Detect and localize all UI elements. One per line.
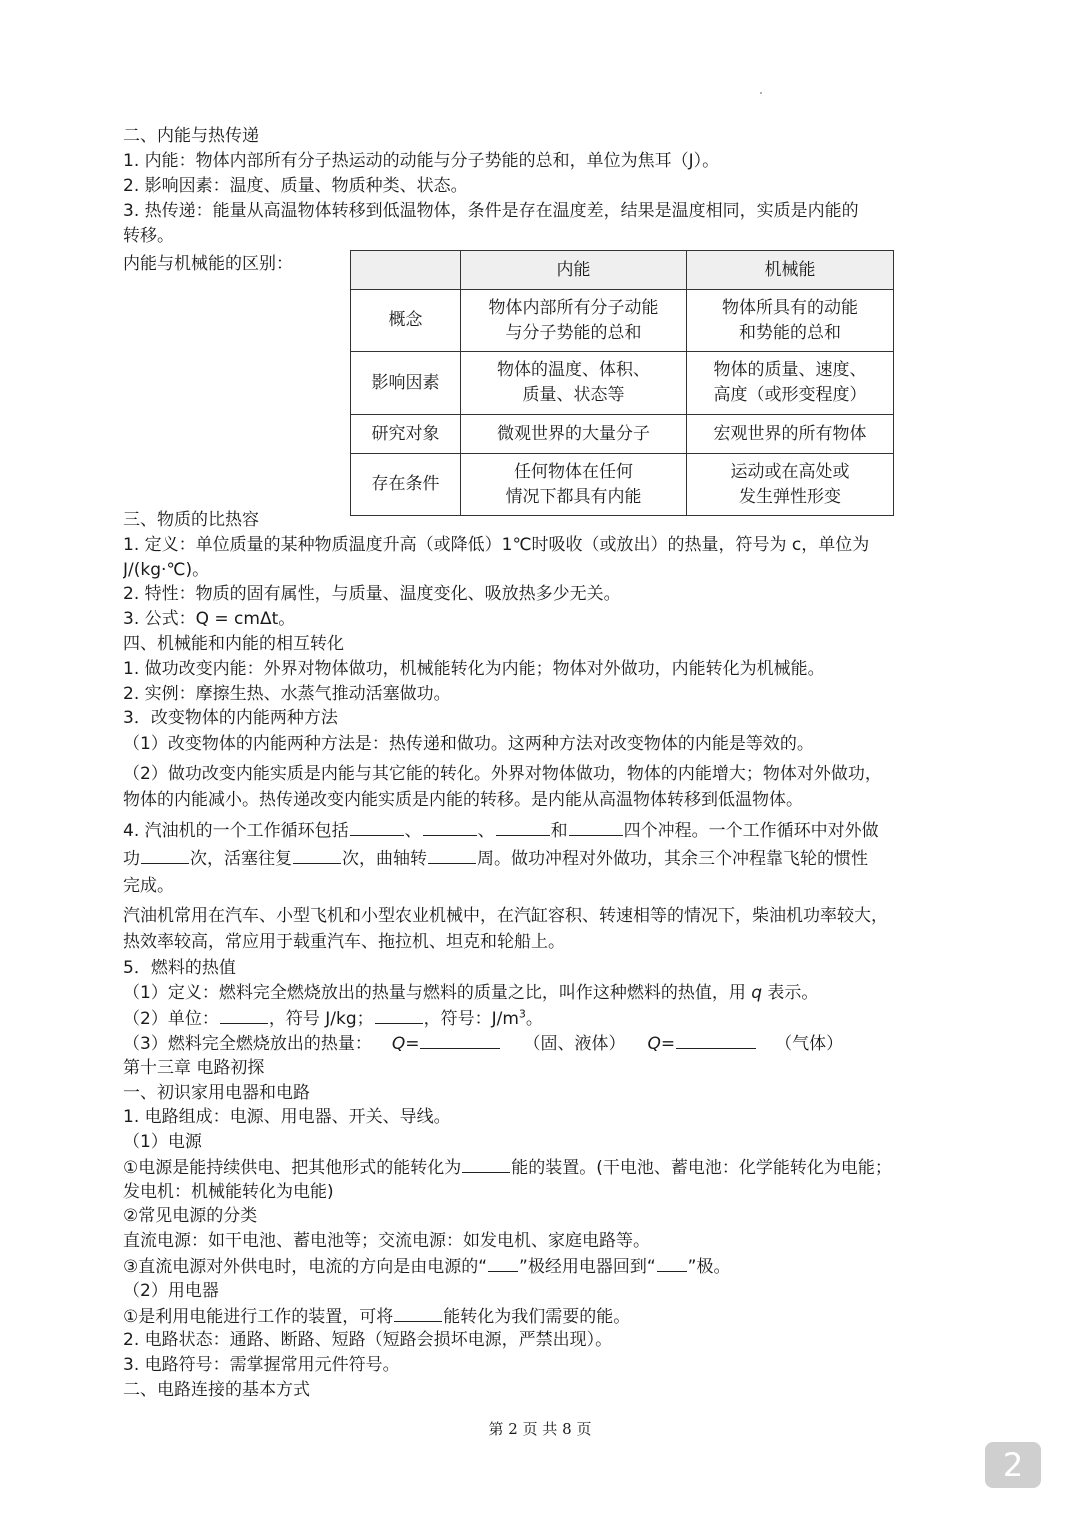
table-cell: 宏观世界的所有物体 [687, 415, 894, 454]
text-line: 直流电源：如干电池、蓄电池等；交流电源：如发电机、家庭电路等。 [123, 1231, 650, 1251]
fill-in-line: 功 次，活塞往复 次，曲轴转 周。做功冲程对外做功，其余三个冲程靠飞轮的惯性 [123, 846, 958, 871]
header-cell [351, 251, 461, 290]
text-line: 1. 内能：物体内部所有分子热运动的动能与分子势能的总和，单位为焦耳（J）。 [123, 151, 720, 171]
fill-in-line: （2）单位： ，符号 J/kg； ，符号：$J/m^3$。 [123, 1007, 543, 1029]
text-line: 2. 特性：物质的固有属性，与质量、温度变化、吸放热多少无关。 [123, 584, 621, 604]
answer-blank[interactable] [488, 1254, 518, 1272]
section-heading: 三、物质的比热容 [123, 510, 259, 530]
fill-in-line: ①是利用电能进行工作的装置，可将 能转化为我们需要的能。 [123, 1304, 958, 1329]
section-heading: 四、机械能和内能的相互转化 [123, 634, 344, 654]
section-heading: 二、内能与热传递 [123, 126, 259, 146]
text-line: 2. 实例：摩擦生热、水蒸气推动活塞做功。 [123, 684, 451, 704]
answer-blank[interactable] [375, 1006, 423, 1024]
text-line: 3．改变物体的内能两种方法 [123, 708, 338, 728]
text-line: 2. 电路状态：通路、断路、短路（短路会损坏电源，严禁出现）。 [123, 1330, 613, 1350]
row-label: 概念 [351, 290, 461, 352]
page-number-badge[interactable]: 2 [985, 1442, 1041, 1488]
table-row [351, 290, 894, 352]
answer-blank[interactable] [657, 1254, 687, 1272]
table-cell: 任何物体在任何 情况下都具有内能 [461, 454, 687, 516]
row-label: 影响因素 [351, 352, 461, 415]
answer-blank[interactable] [350, 818, 404, 836]
section-heading: 二、电路连接的基本方式 [123, 1380, 310, 1400]
text-line: ②常见电源的分类 [123, 1206, 258, 1226]
fill-in-line: ③直流电源对外供电时，电流的方向是由电源的“ ”极经用电器回到“ ”极。 [123, 1254, 958, 1279]
text-line: 3. 热传递：能量从高温物体转移到低温物体，条件是存在温度差，结果是温度相同，实质是内能的 [123, 201, 859, 221]
header-cell: 内能 [461, 251, 687, 290]
text-line: 汽油机常用在汽车、小型飞机和小型农业机械中，在汽缸容积、转速相等的情况下，柴油机功率较大， [123, 906, 888, 926]
fill-in-line: 4. 汽油机的一个工作循环包括 、 、 和 四个冲程。一个工作循环中对外做 [123, 818, 958, 843]
subsection-heading: 5．燃料的热值 [123, 958, 236, 978]
table-cell: 物体所具有的动能 和势能的总和 [687, 290, 894, 352]
text-line: 转移。 [123, 226, 174, 246]
text-line: 1. 电路组成：电源、用电器、开关、导线。 [123, 1107, 451, 1127]
answer-blank[interactable] [293, 846, 341, 864]
text-line: 完成。 [123, 876, 174, 896]
table-cell: 微观世界的大量分子 [461, 415, 687, 454]
page-footer: 第 2 页 共 8 页 [488, 1420, 592, 1438]
answer-blank[interactable] [420, 1031, 500, 1049]
text-line: （1）改变物体的内能两种方法是：热传递和做功。这两种方法对改变物体的内能是等效的。 [123, 734, 814, 754]
row-label: 研究对象 [351, 415, 461, 454]
chapter-heading: 第十三章 电路初探 [123, 1058, 265, 1078]
fill-in-line: ①电源是能持续供电、把其他形式的能转化为 能的装置。(干电池、蓄电池：化学能转化为电能； [123, 1155, 958, 1180]
fill-in-line: （3）燃料完全燃烧放出的热量： Q= （固、液体） Q= （气体） [123, 1031, 958, 1056]
answer-blank[interactable] [423, 818, 477, 836]
answer-blank[interactable] [462, 1155, 510, 1173]
table-cell: 物体内部所有分子动能 与分子势能的总和 [461, 290, 687, 352]
answer-blank[interactable] [428, 846, 476, 864]
text-line: 2. 影响因素：温度、质量、物质种类、状态。 [123, 176, 468, 196]
text-line: 热效率较高，常应用于载重汽车、拖拉机、坦克和轮船上。 [123, 932, 565, 952]
answer-blank[interactable] [496, 818, 550, 836]
text-line: 3. 电路符号：需掌握常用元件符号。 [123, 1355, 400, 1375]
table-cell: 运动或在高处或 发生弹性形变 [687, 454, 894, 516]
table-row [351, 352, 894, 415]
table-caption: 内能与机械能的区别： [123, 254, 293, 274]
text-line: （1）定义：燃料完全燃烧放出的热量与燃料的质量之比，叫作这种燃料的热值，用 q 表示。 [123, 983, 819, 1003]
answer-blank[interactable] [569, 818, 623, 836]
answer-blank[interactable] [676, 1031, 756, 1049]
table-cell: 物体的质量、速度、 高度（或形变程度） [687, 352, 894, 415]
scan-speck [760, 92, 762, 94]
answer-blank[interactable] [394, 1304, 442, 1322]
answer-blank[interactable] [141, 846, 189, 864]
text-line: 物体的内能减小。热传递改变内能实质是内能的转移。是内能从高温物体转移到低温物体。 [123, 790, 803, 810]
text-line: J/(kg·℃)。 [123, 560, 210, 580]
table-header-row [351, 251, 894, 290]
header-cell: 机械能 [687, 251, 894, 290]
table-row [351, 454, 894, 516]
subsection-heading: （2）用电器 [123, 1281, 219, 1301]
table-row [351, 415, 894, 454]
text-line: 1. 做功改变内能：外界对物体做功，机械能转化为内能；物体对外做功，内能转化为机械能。 [123, 659, 825, 679]
text-line: 1. 定义：单位质量的某种物质温度升高（或降低）1℃时吸收（或放出）的热量，符号为 c，单位为 [123, 535, 870, 555]
subsection-heading: （1）电源 [123, 1132, 202, 1152]
text-line: （2）做功改变内能实质是内能与其它能的转化。外界对物体做功，物体的内能增大；物体对外做功， [123, 764, 882, 784]
row-label: 存在条件 [351, 454, 461, 516]
answer-blank[interactable] [220, 1006, 268, 1024]
table-cell: 物体的温度、体积、 质量、状态等 [461, 352, 687, 415]
comparison-table [350, 250, 894, 516]
section-heading: 一、初识家用电器和电路 [123, 1083, 310, 1103]
text-line: 发电机：机械能转化为电能) [123, 1182, 334, 1202]
text-line: 3. 公式：Q = cmΔt。 [123, 609, 296, 629]
